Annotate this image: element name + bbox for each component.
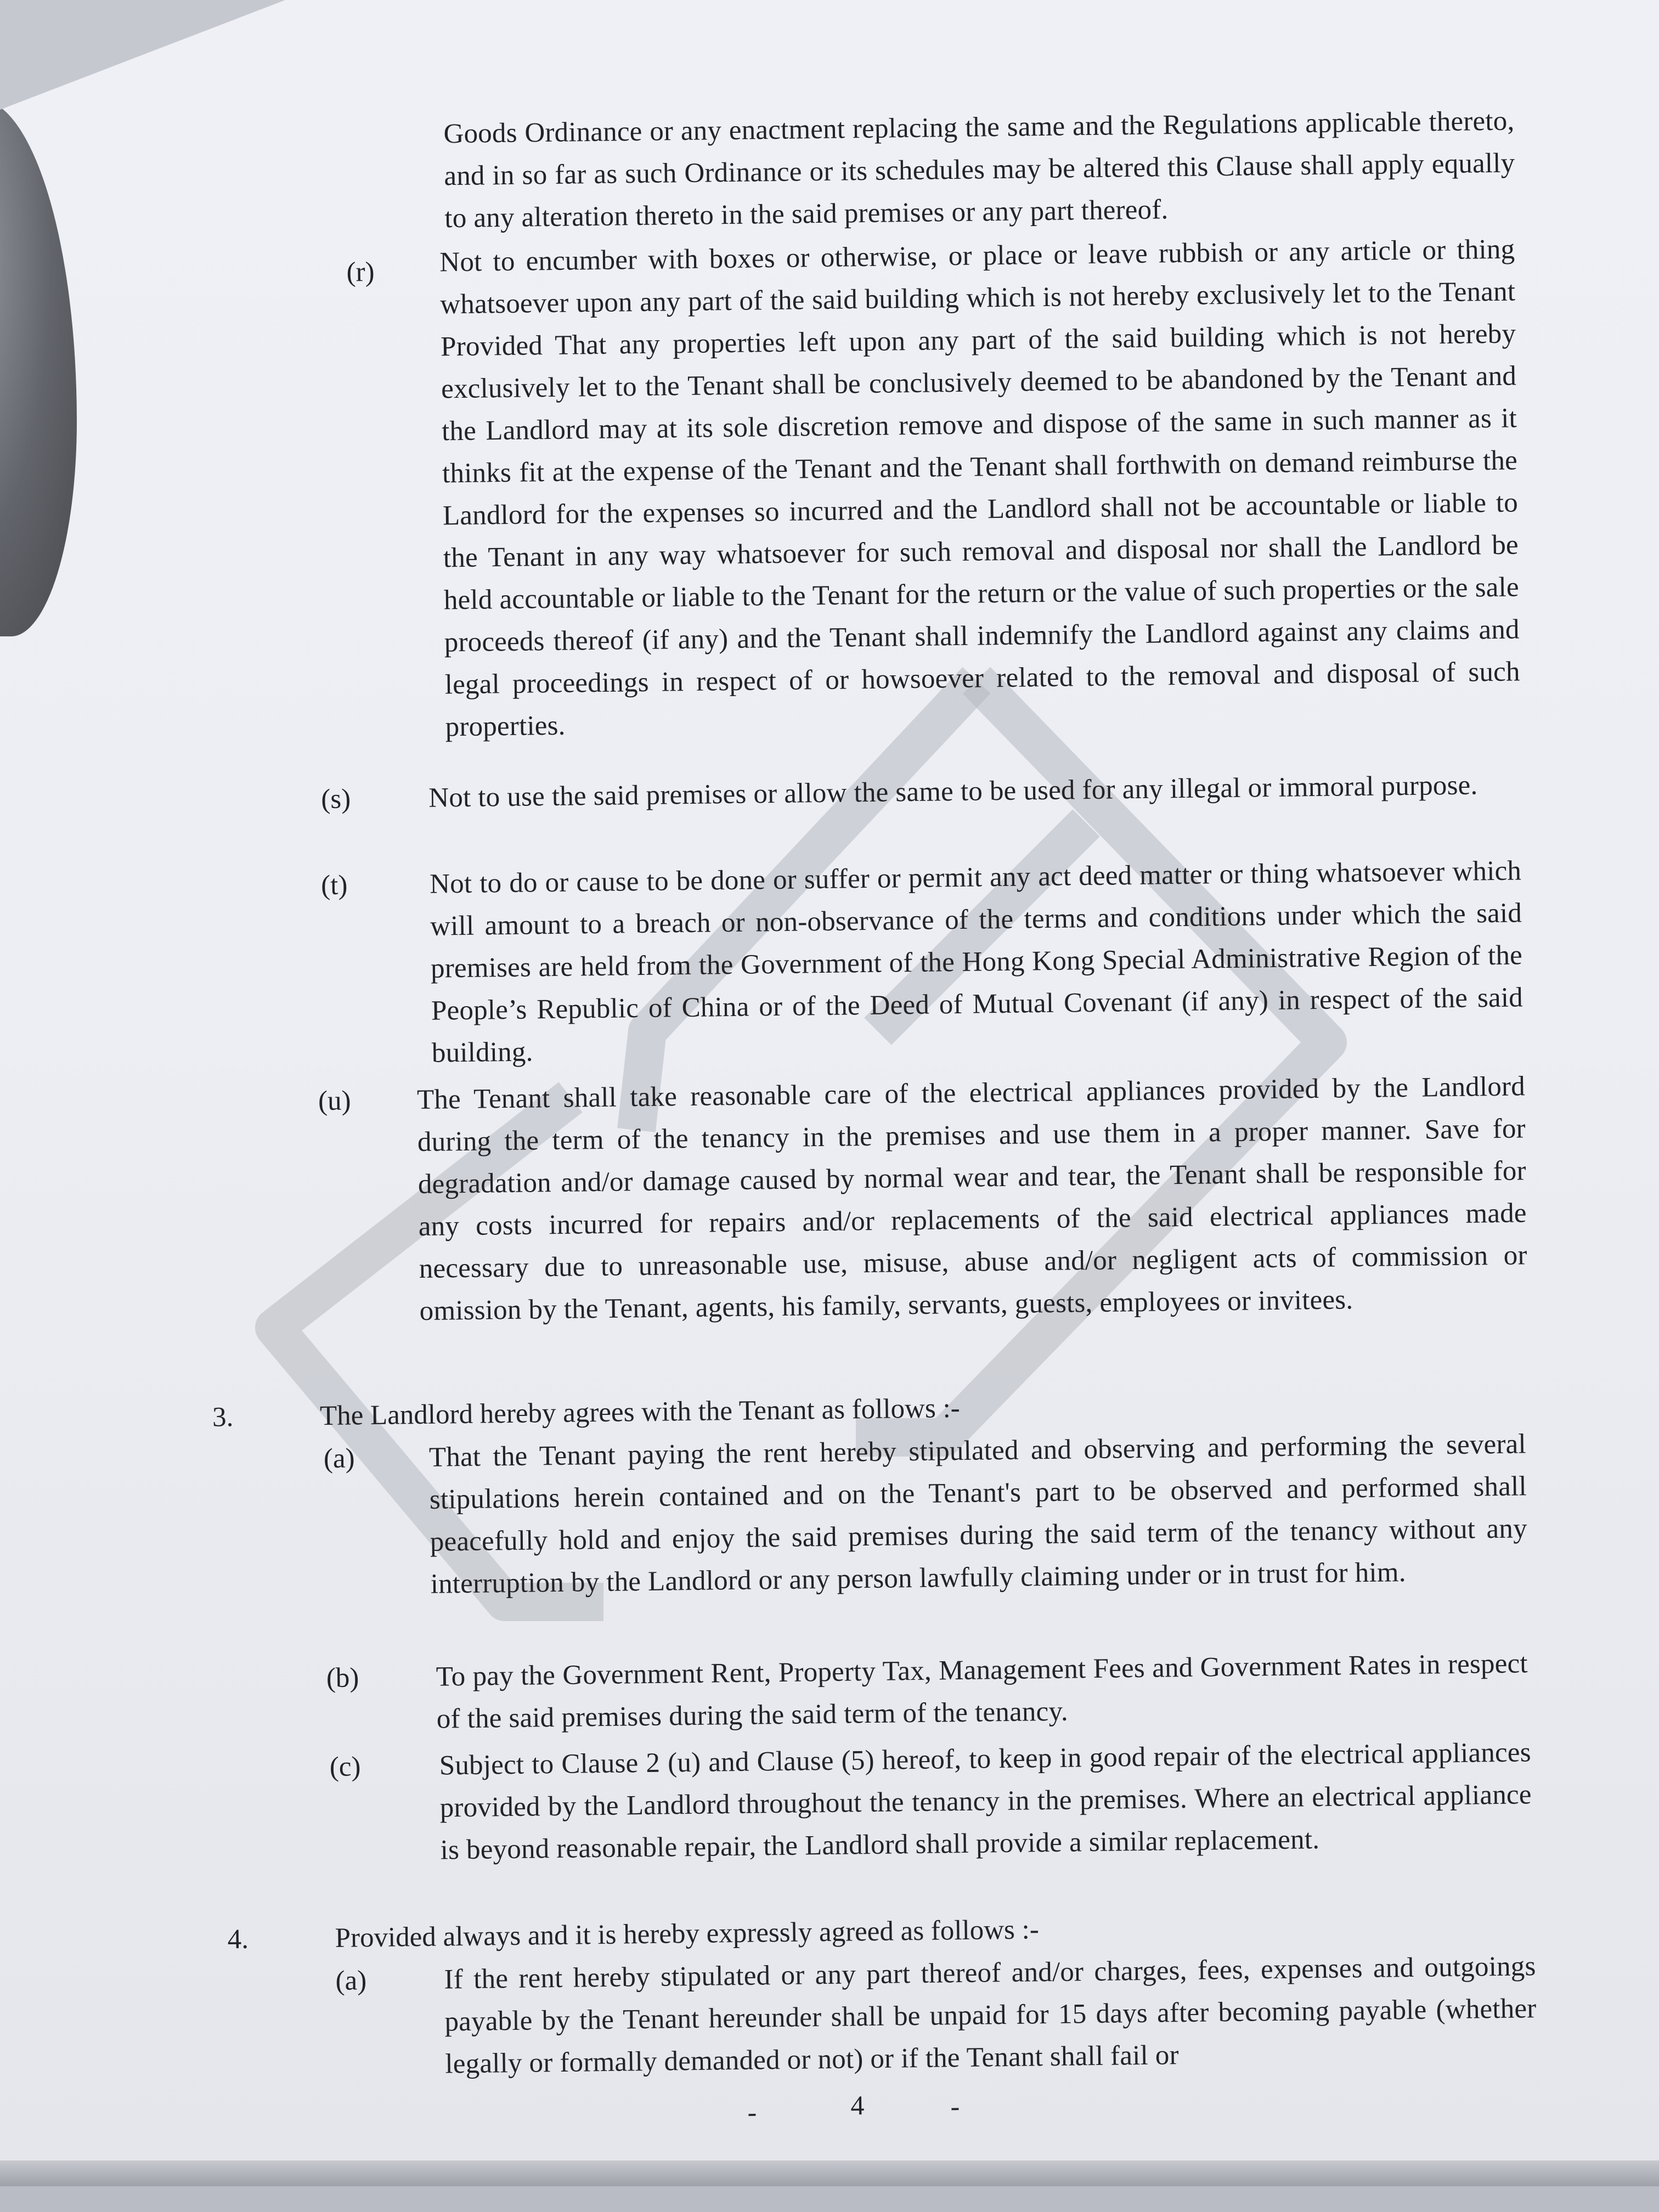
clause-2r-label: (r) [346, 256, 375, 288]
clause-3c-label: (c) [329, 1751, 361, 1783]
continued-paragraph: Goods Ordinance or any enactment replacing the same and the Regulations applicable thereto, and in so far as such Ordinance or its schedules may be altered this Clause shall apply equally to any alteration thereto in the said premises or any part thereof. [443, 105, 1515, 234]
clause-4-heading: Provided always and it is hereby expressly agreed as follows :- [335, 1914, 1040, 1954]
clause-3a-text: That the Tenant paying the rent hereby stipulated and observing and performing the several stipulations herein contained and on the Tenant's part to be observed and performed shall peacefully hold and enjoy the said premises during the said term of the tenancy without any interruption by the Landlord or any person lawfully claiming under or in trust for him. [428, 1429, 1528, 1600]
clause-2u-label: (u) [318, 1085, 351, 1117]
page-number: 4 [850, 2090, 865, 2121]
clause-4a-label: (a) [335, 1965, 367, 1996]
clause-3-heading: The Landlord hereby agrees with the Tenant as follows :- [319, 1392, 960, 1432]
clause-2t-label: (t) [320, 870, 348, 901]
clause-2t-text: Not to do or cause to be done or suffer or permit any act deed matter or thing whatsoever which will amount to a breach or non-observance of the terms and conditions under which the said premises are held from the Government of the Hong Kong Special Administrative Region of the People’s Republic of China or of the Deed of Mutual Covenant (if any) in respect of the said building. [429, 855, 1523, 1069]
clause-3c-text: Subject to Clause 2 (u) and Clause (5) hereof, to keep in good repair of the electrical appliances provided by the Landlord throughout the tenancy in the premises. Where an electrical appliance is beyond reasonable repair, the Landlord shall provide a similar replacement. [439, 1737, 1532, 1866]
clause-3a-label: (a) [323, 1443, 355, 1475]
clause-4-number: 4. [227, 1923, 249, 1955]
clause-3b-label: (b) [326, 1662, 359, 1694]
clause-3-number: 3. [212, 1402, 234, 1433]
clause-2s-label: (s) [320, 783, 351, 815]
clause-4a-text: If the rent hereby stipulated or any part thereof and/or charges, fees, expenses and outgoings payable by the Tenant hereunder shall be unpaid for 15 days after becoming payable (whether legally or formally demanded or not) or if the Tenant shall fail or [444, 1951, 1537, 2080]
footer-dash-right: - [950, 2091, 960, 2122]
clause-2s-text: Not to use the said premises or allow the same to be used for any illegal or immoral purpose. [428, 770, 1478, 814]
clause-3b-text: To pay the Government Rent, Property Tax, Management Fees and Government Rates in respect of the said premises during the said term of the tenancy. [436, 1648, 1528, 1735]
footer-dash-left: - [747, 2096, 757, 2128]
clause-2u-text: The Tenant shall take reasonable care of the electrical appliances provided by the Landlord during the term of the tenancy in the premises and use them in a proper manner. Save for degradation and/or damage caused by normal wear and tear, the Tenant shall be responsible for any costs incurred for repairs and/or replacements of the said electrical appliances made necessary due to unreasonable use, misuse, abuse and/or negligent acts of commission or omission by the Tenant, agents, his family, servants, guests, employees or invitees. [416, 1071, 1527, 1327]
clause-2r-text: Not to encumber with boxes or otherwise, or place or leave rubbish or any article or thing whatsoever upon any part of the said building which is not hereby exclusively let to the Tenant Provided That any properties left upon any part of the said building which is not hereby exclusively let to the Tenant shall be conclusively deemed to be abandoned by the Tenant and the Landlord may at its sole discretion remove and dispose of the same in such manner as it thinks fit at the expense of the Tenant and the Tenant shall forthwith on demand reimburse the Landlord for the expenses so incurred and the Landlord shall not be accountable or liable to the Tenant in any way whatsoever for such removal and disposal nor shall the Landlord be held accountable or liable to the Tenant for the return or the value of such properties or the sale proceeds thereof (if any) and the Tenant shall indemnify the Landlord against any claims and legal proceedings in respect of or howsoever related to the removal and disposal of such properties. [439, 234, 1520, 743]
